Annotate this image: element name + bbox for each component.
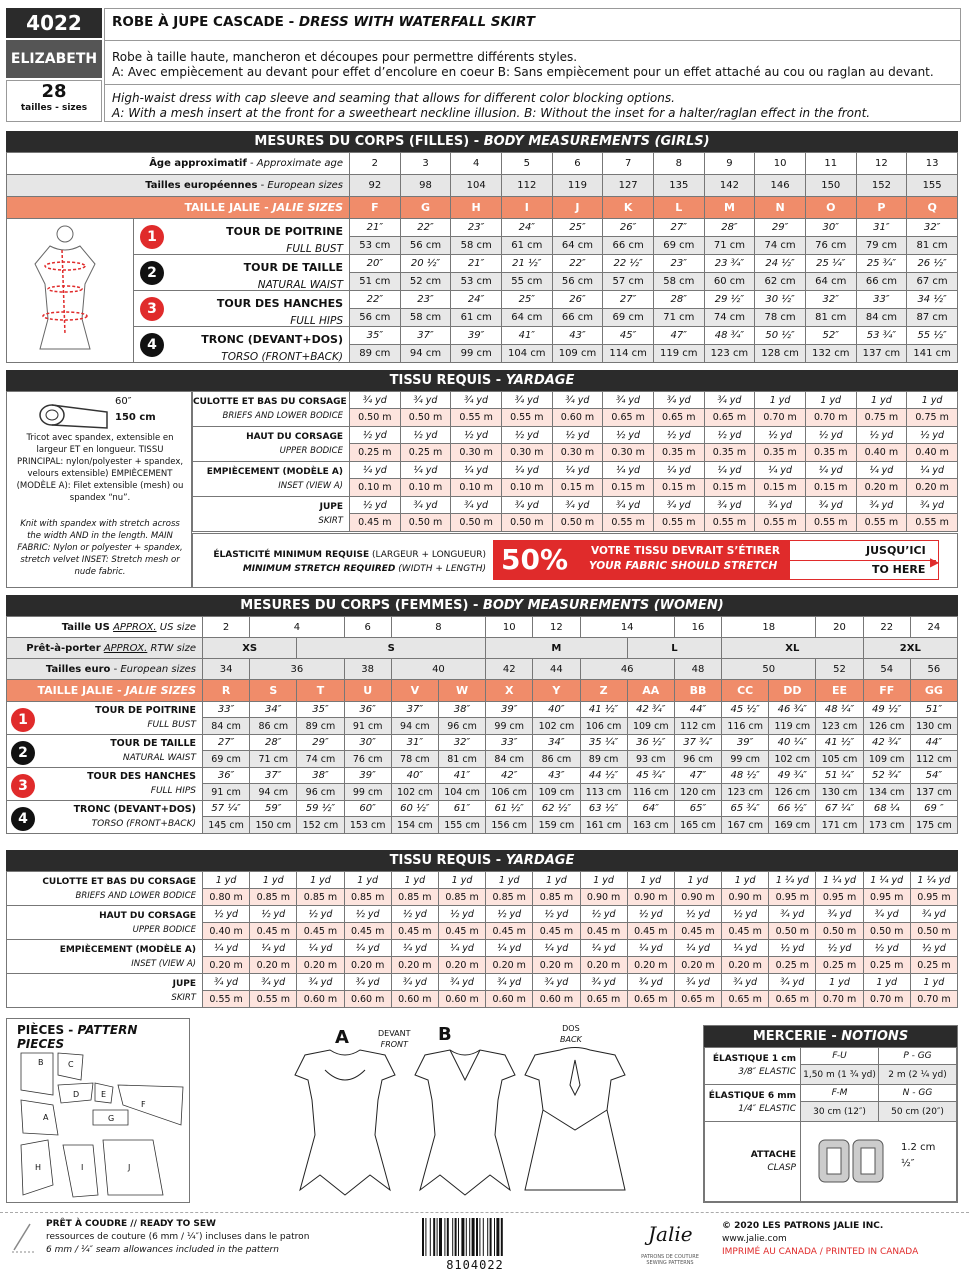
women-measure-row: 4 TRONC (DEVANT+DOS) TORSO (FRONT+BACK) 57 ¼″ 59″ 59 ½″ 60″ 60 ½″ 61″ 61 ½″ 62 ½″ 63 ½″ 64″ 65″ 65 ¾″ 66 ½″ 67 ¼″ 68 ¼ 69 ″ — [7, 801, 958, 817]
barcode-bar — [447, 1218, 449, 1256]
measure-cm-row: 51 cm 52 cm 53 cm 55 cm 56 cm 57 cm 58 cm 60 cm 62 cm 64 cm 66 cm 67 cm — [7, 273, 958, 291]
girls-measurements-table — [6, 152, 958, 363]
rtw-size-row: Prêt-à-porter APPROX. RTW size XS S M L XL 2XL — [7, 638, 958, 659]
gy-title-fr: TISSU REQUIS - — [389, 373, 506, 388]
measure-row: 1 TOUR DE POITRINE FULL BUST 21″ 22″ 23″ 24″ 25″ 26″ 27″ 28″ 29″ 30″ 31″ 32″ — [7, 219, 958, 237]
barcode-bar — [501, 1218, 503, 1256]
piece-label-b: B — [38, 1058, 44, 1067]
jalie-logo: Jalie — [648, 1222, 693, 1246]
pattern-name: ELIZABETH — [6, 40, 102, 78]
piece-label-f: F — [141, 1100, 146, 1109]
measure-number-icon: 3 — [140, 297, 164, 321]
yardage-row: JUPE SKIRT ½ yd ¾ yd ¾ yd ¾ yd ¾ yd ¾ yd ¾ yd ¾ yd ¾ yd ¾ yd ¾ yd ¾ yd — [193, 497, 958, 514]
pieces-title-en: PATTERN PIECES — [17, 1023, 138, 1051]
wy-title-fr: TISSU REQUIS - — [389, 853, 506, 868]
piece-label-a: A — [43, 1113, 49, 1122]
yardage-label: JUPE SKIRT — [193, 497, 350, 532]
e2-v2: 50 cm (20″) — [879, 1102, 957, 1122]
girls-yardage-title — [6, 370, 958, 391]
measure-number-icon: 4 — [11, 807, 35, 831]
women-measurements-title — [6, 595, 958, 616]
elastic1-en: 3/8″ ELASTIC — [738, 1067, 796, 1077]
front-fr: DEVANT — [378, 1029, 411, 1038]
measure-label: 3 TOUR DES HANCHES FULL HIPS — [134, 291, 350, 327]
e2-v1: 30 cm (12″) — [801, 1102, 879, 1122]
elastic2-fr: ÉLASTIQUE 6 mm — [708, 1091, 796, 1101]
girls-title-en: BODY MEASUREMENTS (GIRLS) — [483, 134, 710, 149]
e1-h2: P - GG — [879, 1048, 957, 1065]
girls-table-wrap — [6, 152, 958, 363]
clasp-size-in: ½″ — [901, 1158, 915, 1169]
pattern-number: 4022 — [6, 8, 102, 38]
barcode-bar — [458, 1218, 459, 1256]
stretch-indicator — [493, 540, 789, 580]
sizes-box — [6, 80, 102, 122]
measure-row: 4 TRONC (DEVANT+DOS) TORSO (FRONT+BACK) 35″ 37″ 39″ 41″ 43″ 45″ 47″ 48 ¾″ 50 ½″ 52″ 53 ¾″ 55 ½″ — [7, 327, 958, 345]
desc-en-2: A: With a mesh insert at the front for a sweetheart neckline illusion. B: Without the inset for a halter/raglan effect in the front. — [112, 106, 871, 120]
notions-title-fr: MERCERIE - — [752, 1029, 842, 1044]
pieces-title-fr: PIÈCES - — [17, 1023, 78, 1037]
barcode — [420, 1218, 530, 1258]
seam-fr: ressources de couture (6 mm / ¼″) incluses dans le patron — [46, 1232, 310, 1242]
website-link[interactable]: www.jalie.com — [722, 1234, 787, 1244]
notions-title — [704, 1026, 957, 1047]
yardage-row: EMPIÈCEMENT (MODÈLE A) INSET (VIEW A) ¼ yd ¼ yd ¼ yd ¼ yd ¼ yd ¼ yd ¼ yd ¼ yd ¼ yd ¼ yd ¼ yd ¼ yd — [193, 462, 958, 479]
fabric-width-cm: 150 cm — [115, 412, 156, 423]
measure-row: 3 TOUR DES HANCHES FULL HIPS 22″ 23″ 24″ 25″ 26″ 27″ 28″ 29 ½″ 30 ½″ 32″ 33″ 34 ½″ — [7, 291, 958, 309]
us-size-row-label: Taille US APPROX. US size — [7, 617, 203, 638]
barcode-number: 8104022 — [446, 1258, 504, 1272]
back-fr: DOS — [562, 1024, 580, 1033]
barcode-bar — [455, 1218, 457, 1256]
measure-cm-row: 56 cm 58 cm 61 cm 64 cm 66 cm 69 cm 71 cm 74 cm 78 cm 81 cm 84 cm 87 cm — [7, 309, 958, 327]
clasp-fr: ATTACHE — [750, 1149, 796, 1160]
yardage-label: CULOTTE ET BAS DU CORSAGE BRIEFS AND LOWER BODICE — [193, 392, 350, 427]
e1-v1: 1,50 m (1 ¾ yd) — [801, 1065, 879, 1085]
stretch-percent: 50% — [501, 543, 569, 576]
e1-h1: F-U — [801, 1048, 879, 1065]
women-yardage-m-row: 0.40 m 0.45 m 0.45 m 0.45 m 0.45 m 0.45 m 0.45 m 0.45 m 0.45 m 0.45 m 0.45 m 0.45 m 0.50 m 0.50 m 0.50 m 0.50 m — [7, 923, 958, 940]
yardage-label: HAUT DU CORSAGE UPPER BODICE — [193, 427, 350, 462]
rtw-label: Prêt-à-porter APPROX. RTW size — [7, 638, 203, 659]
measure-number-icon: 1 — [11, 708, 35, 732]
women-yardage-m-row: 0.20 m 0.20 m 0.20 m 0.20 m 0.20 m 0.20 m 0.20 m 0.20 m 0.20 m 0.20 m 0.20 m 0.20 m 0.25 m 0.25 m 0.25 m 0.25 m — [7, 957, 958, 974]
women-table-wrap — [6, 616, 958, 834]
measure-label: 1 TOUR DE POITRINE FULL BUST — [134, 219, 350, 255]
women-measurements-table — [6, 616, 958, 834]
view-b-label: B — [438, 1024, 452, 1045]
barcode-bar — [430, 1218, 431, 1256]
barcode-bar — [469, 1218, 470, 1256]
clasp-icon — [817, 1136, 887, 1186]
piece-label-g: G — [108, 1114, 115, 1123]
age-label: Âge approximatif - Approximate age — [7, 153, 350, 175]
piece-label-d: D — [73, 1090, 80, 1099]
stretch-fr2: (LARGEUR + LONGUEUR) — [371, 550, 486, 560]
piece-label-c: C — [68, 1060, 74, 1069]
women-title-en: BODY MEASUREMENTS (WOMEN) — [482, 598, 724, 613]
yardage-m-row: 0.25 m 0.25 m 0.30 m 0.30 m 0.30 m 0.30 m 0.35 m 0.35 m 0.35 m 0.35 m 0.40 m 0.40 m — [193, 444, 958, 462]
title-fr: ROBE À JUPE CASCADE - — [112, 14, 299, 30]
age-row: Âge approximatif - Approximate age 2 3 4 5 6 7 8 9 10 11 12 13 — [7, 153, 958, 175]
jalie-size-row: TAILLE JALIE - JALIE SIZES F G H I J K L M N O P Q — [7, 197, 958, 219]
barcode-bar — [452, 1218, 453, 1256]
page-title — [112, 14, 535, 30]
women-measure-label: 4 TRONC (DEVANT+DOS) TORSO (FRONT+BACK) — [7, 801, 203, 834]
dress-a-front — [295, 1050, 395, 1195]
stretch-en2: (WIDTH + LENGTH) — [398, 564, 486, 574]
women-title-fr: MESURES DU CORPS (FEMMES) - — [240, 598, 483, 613]
description-fr — [112, 50, 934, 80]
euro-size-row: Tailles euro - European sizes 34 36 38 40 42 44 46 48 50 52 54 56 — [7, 659, 958, 680]
euro-label: Tailles européennes - European sizes — [7, 175, 350, 197]
measure-number-icon: 1 — [140, 225, 164, 249]
barcode-bar — [472, 1218, 475, 1256]
girls-measurements-title — [6, 131, 958, 152]
yardage-label: EMPIÈCEMENT (MODÈLE A) INSET (VIEW A) — [193, 462, 350, 497]
notions-box — [703, 1025, 958, 1203]
should-en: YOUR FABRIC SHOULD STRETCH — [589, 560, 778, 572]
women-yardage-label: JUPE SKIRT — [7, 974, 203, 1008]
ready-to-sew — [46, 1218, 309, 1257]
needle-icon — [10, 1220, 36, 1254]
fabric-width-in: 60″ — [115, 396, 132, 407]
ready-label: PRÊT À COUDRE // READY TO SEW — [46, 1219, 216, 1229]
printed-in: IMPRIMÉ AU CANADA / PRINTED IN CANADA — [722, 1247, 919, 1257]
barcode-bar — [483, 1218, 484, 1256]
barcode-bar — [476, 1218, 478, 1256]
women-yardage-row: EMPIÈCEMENT (MODÈLE A) INSET (VIEW A) ¼ yd ¼ yd ¼ yd ¼ yd ¼ yd ¼ yd ¼ yd ¼ yd ¼ yd ¼ yd ¼ yd ¼ yd ½ yd ½ yd ½ yd ½ yd — [7, 940, 958, 957]
notions-table — [704, 1047, 957, 1202]
piece-label-i: I — [81, 1163, 84, 1172]
women-yardage-m-row: 0.55 m 0.55 m 0.60 m 0.60 m 0.60 m 0.60 m 0.60 m 0.60 m 0.65 m 0.65 m 0.65 m 0.65 m 0.65 m 0.70 m 0.70 m 0.70 m — [7, 991, 958, 1008]
jalie-size-label: TAILLE JALIE - JALIE SIZES — [7, 197, 350, 219]
desc-en-1: High-waist dress with cap sleeve and seaming that allows for different color blocking options. — [112, 91, 675, 105]
women-yardage-row: JUPE SKIRT ¾ yd ¾ yd ¾ yd ¾ yd ¾ yd ¾ yd ¾ yd ¾ yd ¾ yd ¾ yd ¾ yd ¾ yd ¾ yd 1 yd 1 yd 1 yd — [7, 974, 958, 991]
women-measure-cm-row: 145 cm 150 cm 152 cm 153 cm 154 cm 155 cm 156 cm 159 cm 161 cm 163 cm 165 cm 167 cm 169 cm 171 cm 173 cm 175 cm — [7, 817, 958, 834]
women-measure-cm-row: 69 cm 71 cm 74 cm 76 cm 78 cm 81 cm 84 cm 86 cm 89 cm 93 cm 96 cm 99 cm 102 cm 105 cm 109 cm 112 cm — [7, 751, 958, 768]
women-measure-cm-row: 91 cm 94 cm 96 cm 99 cm 102 cm 104 cm 106 cm 109 cm 113 cm 116 cm 120 cm 123 cm 126 cm 130 cm 134 cm 137 cm — [7, 784, 958, 801]
arrow-right-icon: ▶ — [930, 555, 940, 569]
to-here: TO HERE — [872, 563, 926, 576]
front-en: FRONT — [380, 1040, 408, 1049]
yardage-m-row: 0.10 m 0.10 m 0.10 m 0.10 m 0.15 m 0.15 m 0.15 m 0.15 m 0.15 m 0.15 m 0.20 m 0.20 m — [193, 479, 958, 497]
measure-number-icon: 2 — [11, 741, 35, 765]
stretch-fr: ÉLASTICITÉ MINIMUM REQUISE — [213, 550, 370, 560]
measure-row: 2 TOUR DE TAILLE NATURAL WAIST 20″ 20 ½″ 21″ 21 ½″ 22″ 22 ½″ 23″ 23 ¾″ 24 ½″ 25 ¼″ 25 ¾″ 26 ½″ — [7, 255, 958, 273]
e2-h1: F-M — [801, 1085, 879, 1102]
sizes-label: tailles - sizes — [20, 103, 88, 113]
barcode-bar — [444, 1218, 445, 1256]
yardage-row: HAUT DU CORSAGE UPPER BODICE ½ yd ½ yd ½ yd ½ yd ½ yd ½ yd ½ yd ½ yd ½ yd ½ yd ½ yd ½ yd — [193, 427, 958, 444]
measure-cm-row: 53 cm 56 cm 58 cm 61 cm 64 cm 66 cm 69 cm 71 cm 74 cm 76 cm 79 cm 81 cm — [7, 237, 958, 255]
us-size-row: Taille US APPROX. US size 2 4 6 8 10 12 14 16 18 20 22 24 — [7, 617, 958, 638]
women-yardage-table — [6, 871, 958, 1008]
women-yardage-label: HAUT DU CORSAGE UPPER BODICE — [7, 906, 203, 940]
piece-label-j: J — [128, 1163, 131, 1172]
measure-number-icon: 2 — [140, 261, 164, 285]
measure-number-icon: 3 — [11, 774, 35, 798]
barcode-bar — [479, 1218, 480, 1256]
women-measure-label: 1 TOUR DE POITRINE FULL BUST — [7, 702, 203, 735]
barcode-bar — [461, 1218, 464, 1256]
view-a-label: A — [335, 1027, 349, 1048]
barcode-bar — [439, 1218, 442, 1256]
women-jalie-label: TAILLE JALIE - JALIE SIZES — [7, 680, 203, 702]
measure-number-icon: 4 — [140, 333, 164, 357]
barcode-bar — [466, 1218, 467, 1256]
measure-label: 2 TOUR DE TAILLE NATURAL WAIST — [134, 255, 350, 291]
copyright: © 2020 LES PATRONS JALIE INC. — [722, 1221, 884, 1231]
seam-en: 6 mm / ¼″ seam allowances included in the pattern — [46, 1245, 279, 1255]
girls-yardage-wrap — [192, 391, 958, 532]
clasp-size-cm: 1.2 cm — [901, 1142, 936, 1153]
desc-fr-1: Robe à taille haute, mancheron et découpes pour permettre différents styles. — [112, 50, 578, 64]
women-yardage-row: CULOTTE ET BAS DU CORSAGE BRIEFS AND LOWER BODICE 1 yd 1 yd 1 yd 1 yd 1 yd 1 yd 1 yd 1 yd 1 yd 1 yd 1 yd 1 yd 1 ¼ yd 1 ¼ yd 1 ¼ yd 1 ¼ yd — [7, 872, 958, 889]
women-measure-cm-row: 84 cm 86 cm 89 cm 91 cm 94 cm 96 cm 99 cm 102 cm 106 cm 109 cm 112 cm 116 cm 119 cm 123 cm 126 cm 130 cm — [7, 718, 958, 735]
dress-b-front — [415, 1050, 515, 1195]
barcode-bar — [494, 1218, 495, 1256]
barcode-bar — [437, 1218, 438, 1256]
measure-cm-row: 89 cm 94 cm 99 cm 104 cm 109 cm 114 cm 119 cm 123 cm 128 cm 132 cm 137 cm 141 cm — [7, 345, 958, 363]
should-fr: VOTRE TISSU DEVRAIT S’ÉTIRER — [591, 545, 780, 557]
euro-row: Tailles européennes - European sizes 92 98 104 112 119 127 135 142 146 150 152 155 — [7, 175, 958, 197]
title-en: DRESS WITH WATERFALL SKIRT — [298, 14, 535, 30]
yardage-m-row: 0.50 m 0.50 m 0.55 m 0.55 m 0.60 m 0.65 m 0.65 m 0.65 m 0.70 m 0.70 m 0.75 m 0.75 m — [193, 409, 958, 427]
description-en — [112, 91, 870, 121]
women-yardage-label: EMPIÈCEMENT (MODÈLE A) INSET (VIEW A) — [7, 940, 203, 974]
desc-fr-2: A: Avec empiècement au devant pour effet d’encolure en coeur B: Sans empiècement pour un effet attaché au cou ou raglan au devant. — [112, 65, 934, 79]
wy-title-en: YARDAGE — [505, 853, 575, 868]
piece-label-e: E — [101, 1090, 107, 1099]
barcode-bar — [422, 1218, 424, 1256]
elastic2-en: 1/4″ ELASTIC — [738, 1104, 796, 1114]
women-yardage-wrap — [6, 871, 958, 1008]
pattern-pieces-diagram — [13, 1045, 185, 1200]
stretch-label — [200, 548, 486, 576]
stretch-target — [789, 540, 939, 580]
piece-label-h: H — [35, 1163, 42, 1172]
women-measure-row: 3 TOUR DES HANCHES FULL HIPS 36″ 37″ 38″ 39″ 40″ 41″ 42″ 43″ 44 ½″ 45 ¾″ 47″ 48 ½″ 49 ¾″ 51 ¼″ 52 ¾″ 54″ — [7, 768, 958, 784]
girls-yardage-table — [192, 391, 958, 532]
gy-title-en: YARDAGE — [505, 373, 575, 388]
copyright-block — [722, 1220, 918, 1259]
women-yardage-row: HAUT DU CORSAGE UPPER BODICE ½ yd ½ yd ½ yd ½ yd ½ yd ½ yd ½ yd ½ yd ½ yd ½ yd ½ yd ½ yd ¾ yd ¾ yd ¾ yd ¾ yd — [7, 906, 958, 923]
notions-title-en: NOTIONS — [841, 1029, 909, 1044]
fabric-desc-en: Knit with spandex with stretch across the width AND in the length. MAIN FABRIC: Nylon or polyester + spandex, stretch velvet INSET: Stretch mesh or nude fabric. — [17, 519, 183, 577]
girls-title-fr: MESURES DU CORPS (FILLES) - — [254, 134, 484, 149]
barcode-bar — [425, 1218, 426, 1256]
barcode-bar — [433, 1218, 435, 1256]
dress-back — [525, 1048, 625, 1191]
stretch-en: MINIMUM STRETCH REQUIRED — [242, 564, 396, 574]
euro-size-row-label: Tailles euro - European sizes — [7, 659, 203, 680]
fabric-desc-fr: Tricot avec spandex, extensible en largeur ET en longueur. TISSU PRINCIPAL: nylon/polyester + spandex, velours extensible) EMPIÈCEMENT (MODÈLE A): Filet extensible (mesh) ou spandex “nu”. — [16, 433, 184, 503]
women-measure-row: 2 TOUR DE TAILLE NATURAL WAIST 27″ 28″ 29″ 30″ 31″ 32″ 33″ 34″ 35 ¼″ 36 ½″ 37 ¾″ 39″ 40 ¼″ 41 ½″ 42 ¾″ 44″ — [7, 735, 958, 751]
women-measure-label: 2 TOUR DE TAILLE NATURAL WAIST — [7, 735, 203, 768]
measure-label: 4 TRONC (DEVANT+DOS) TORSO (FRONT+BACK) — [134, 327, 350, 363]
women-measure-label: 3 TOUR DES HANCHES FULL HIPS — [7, 768, 203, 801]
body-figure-icon — [10, 224, 130, 354]
yardage-m-row: 0.45 m 0.50 m 0.50 m 0.50 m 0.50 m 0.55 m 0.55 m 0.55 m 0.55 m 0.55 m 0.55 m 0.55 m — [193, 514, 958, 532]
jusquici: JUSQU’ICI — [866, 544, 926, 557]
e2-h2: N - GG — [879, 1085, 957, 1102]
fabric-roll-icon — [37, 400, 117, 430]
clasp-en: CLASP — [767, 1162, 796, 1173]
yardage-row: CULOTTE ET BAS DU CORSAGE BRIEFS AND LOWER BODICE ¾ yd ¾ yd ¾ yd ¾ yd ¾ yd ¾ yd ¾ yd ¾ yd 1 yd 1 yd 1 yd 1 yd — [193, 392, 958, 409]
body-figure — [7, 219, 134, 363]
barcode-bar — [487, 1218, 488, 1256]
back-en: BACK — [560, 1035, 582, 1044]
pattern-pieces-box — [6, 1018, 190, 1203]
elastic1-fr: ÉLASTIQUE 1 cm — [712, 1054, 796, 1064]
logo-sub: PATRONS DE COUTURE SEWING PATTERNS — [641, 1254, 699, 1266]
e1-v2: 2 m (2 ¼ yd) — [879, 1065, 957, 1085]
barcode-bar — [490, 1218, 492, 1256]
women-yardage-title — [6, 850, 958, 871]
women-yardage-label: CULOTTE ET BAS DU CORSAGE BRIEFS AND LOWER BODICE — [7, 872, 203, 906]
women-measure-row: 1 TOUR DE POITRINE FULL BUST 33″ 34″ 35″ 36″ 37″ 38″ 39″ 40″ 41 ½″ 42 ¾″ 44″ 45 ½″ 46 ¾″ 48 ¼″ 49 ½″ 51″ — [7, 702, 958, 718]
sizes-count: 28 — [41, 81, 67, 102]
women-jalie-row: TAILLE JALIE - JALIE SIZES R S T U V W X Y Z AA BB CC DD EE FF GG — [7, 680, 958, 702]
fabric-info — [6, 391, 192, 588]
women-yardage-m-row: 0.80 m 0.85 m 0.85 m 0.85 m 0.85 m 0.85 m 0.85 m 0.85 m 0.90 m 0.90 m 0.90 m 0.90 m 0.95 m 0.95 m 0.95 m 0.95 m — [7, 889, 958, 906]
dress-illustrations — [290, 1040, 650, 1205]
barcode-bar — [496, 1218, 499, 1256]
